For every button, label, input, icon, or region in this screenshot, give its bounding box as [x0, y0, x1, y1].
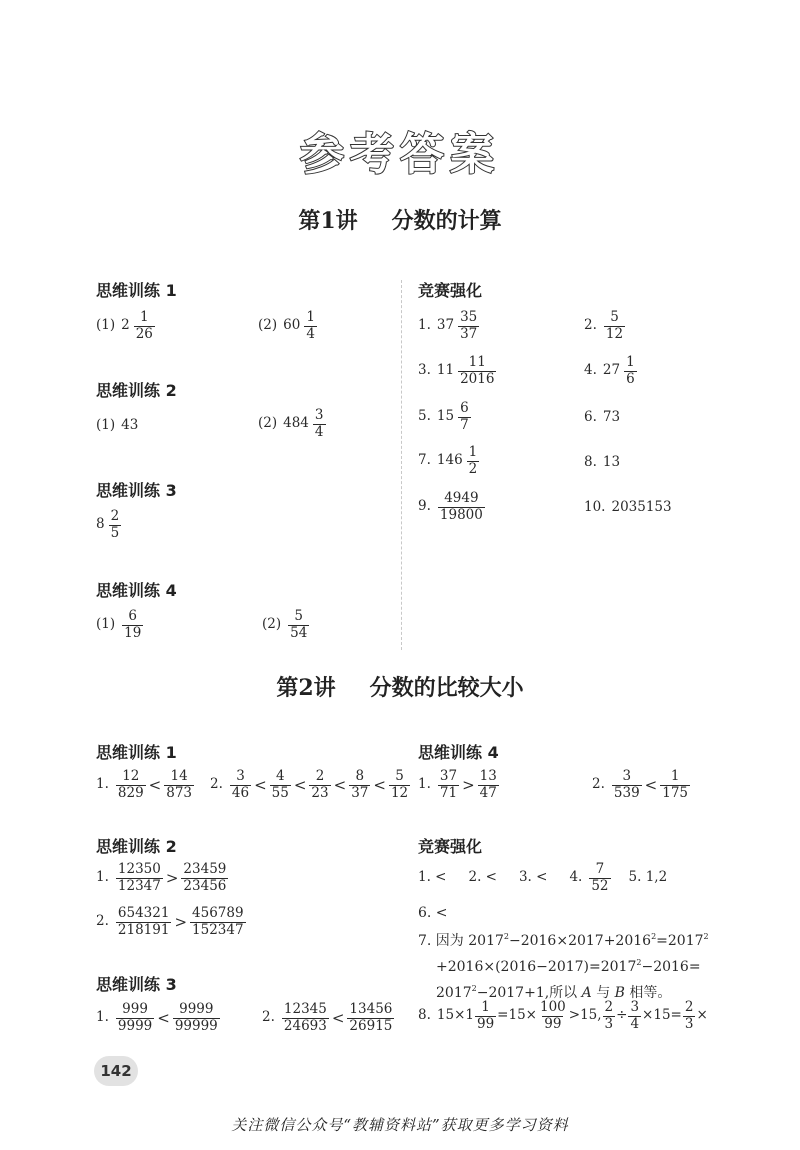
- l1-comp-q7: 7. 146 $\frac{1}{2}$: [418, 444, 478, 477]
- l2-section-training-2: 思维训练 2: [96, 837, 177, 856]
- l1-section-training-2: 思维训练 2: [96, 381, 177, 400]
- lecture-1-heading: 第1讲 分数的计算: [298, 208, 502, 234]
- l1-comp-q3: 3. 11 $\frac{11}{2016}$: [418, 354, 495, 387]
- l1-comp-q8: 8. 13: [584, 454, 621, 470]
- l1-comp-q1: 1. 37 $\frac{35}{37}$: [418, 309, 478, 342]
- l2-section-training-4: 思维训练 4: [418, 743, 499, 762]
- lecture-2-heading: 第2讲 分数的比较大小: [276, 675, 524, 701]
- l2-s2-q2: 2. $\frac{654321}{218191}$ > $\frac{456789}{152347}$: [96, 905, 244, 938]
- l2-section-training-3: 思维训练 3: [96, 975, 177, 994]
- l1-comp-q2: 2. $\frac{5}{12}$: [584, 309, 624, 342]
- l1-s2-answer-2: (2) 484 $\frac{3}{4}$: [258, 407, 324, 440]
- l2-comp-q7: 7. 因为 $2017^2-2016\times 2017+2016^2=2017^2$ $+2016\times(2016-2017)=2017^2-2016=$ $2017^2-2017+1$,所以 A 与 B 相等。: [418, 932, 709, 1001]
- l1-comp-q9: 9. $\frac{4949}{19800}$: [418, 490, 483, 523]
- l2-section-competition: 竞赛强化: [418, 837, 483, 856]
- l2-s2-q1: 1. $\frac{12350}{12347}$ > $\frac{23459}{23456}$: [96, 861, 227, 894]
- l2-s3-q1: 1. $\frac{999}{9999}$ < $\frac{9999}{99999}$: [96, 1001, 218, 1034]
- l1-comp-q4: 4. 27 $\frac{1}{6}$: [584, 354, 635, 387]
- l1-section-training-4: 思维训练 4: [96, 581, 177, 600]
- l2-s1-q1: 1. $\frac{12}{829}$ < $\frac{14}{873}$: [96, 768, 193, 801]
- l2-section-training-1: 思维训练 1: [96, 743, 177, 762]
- l1-section-training-3: 思维训练 3: [96, 481, 177, 500]
- l2-s4-q2: 2. $\frac{3}{539}$ < $\frac{1}{175}$: [592, 768, 689, 801]
- page-title: 参考答案: [300, 129, 500, 180]
- l1-s1-answer-2: (2) 60 $\frac{1}{4}$: [258, 309, 315, 342]
- l2-comp-row-1: 1. < 2. < 3. < 4. $\frac{7}{52}$ 5. 1,2: [418, 861, 668, 894]
- l1-s4-answer-2: (2) $\frac{5}{54}$: [262, 608, 308, 641]
- l2-comp-q6: 6. <: [418, 905, 448, 921]
- l2-s4-q1: 1. $\frac{37}{71}$ > $\frac{13}{47}$: [418, 768, 497, 801]
- column-divider: [401, 280, 402, 650]
- l2-comp-q8: 8. 15×1 $\frac{1}{99}$ =15× $\frac{100}{99}$ >15, $\frac{2}{3}$ ÷ $\frac{3}{4}$ ×15= $\frac{2}{3}$ ×: [418, 999, 708, 1032]
- page-number: 142: [94, 1056, 138, 1086]
- l2-s1-q2: 2. $\frac{3}{46}$ < $\frac{4}{55}$ < $\frac{2}{23}$ < $\frac{8}{37}$ < $\frac{5}{12}$: [210, 768, 409, 801]
- l1-s2-answer-1: (1) 43: [96, 417, 139, 433]
- l2-s3-q2: 2. $\frac{12345}{24693}$ < $\frac{13456}{26915}$: [262, 1001, 393, 1034]
- l1-section-competition: 竞赛强化: [418, 281, 483, 300]
- l1-s4-answer-1: (1) $\frac{6}{19}$: [96, 608, 142, 641]
- l1-comp-q5: 5. 15 $\frac{6}{7}$: [418, 400, 469, 433]
- footer-note: 关注微信公众号“教辅资料站”获取更多学习资料: [231, 1116, 569, 1134]
- l1-section-training-1: 思维训练 1: [96, 281, 177, 300]
- l1-comp-q10: 10. 2035153: [584, 499, 672, 515]
- l1-comp-q6: 6. 73: [584, 409, 621, 425]
- l1-s1-answer-1: (1) 2 $\frac{1}{26}$: [96, 309, 153, 342]
- l1-s3-answer: 8 $\frac{2}{5}$: [96, 508, 120, 541]
